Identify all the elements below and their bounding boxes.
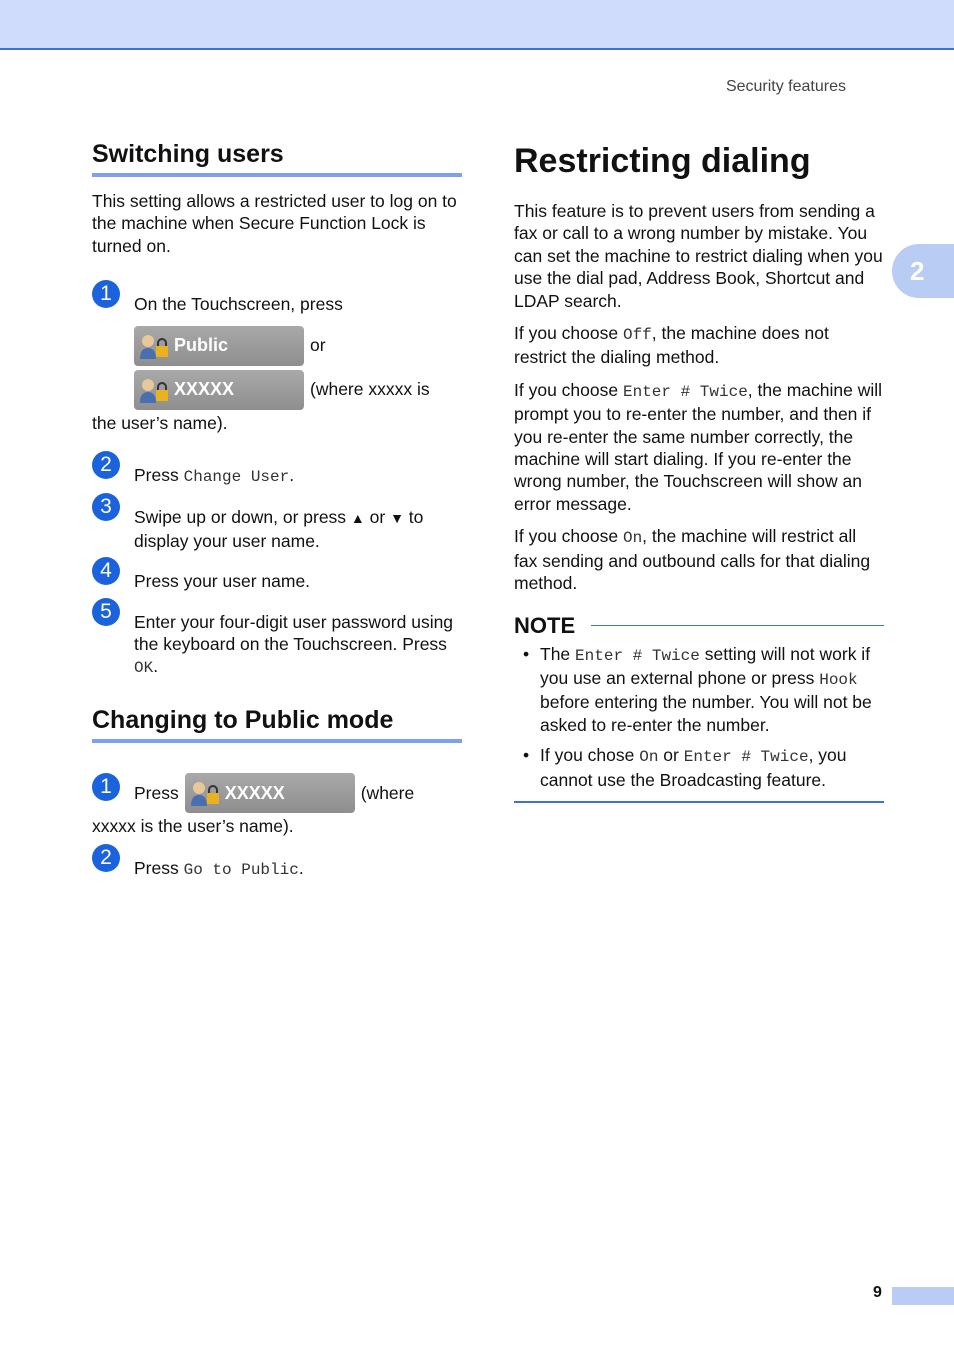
section-title-switching-users: Switching users [92, 140, 462, 177]
page-number: 9 [873, 1284, 882, 1301]
step-1 [92, 282, 462, 434]
step-text: Swipe up or down, or press [134, 507, 351, 528]
step-number: 5 [92, 598, 120, 626]
where-continued: the user’s name). [92, 412, 228, 433]
step-text-end: . [289, 465, 295, 486]
user-button[interactable] [134, 370, 304, 410]
step-text-mid: or [364, 507, 391, 528]
text: , the machine does not restrict the dialing method. [514, 323, 829, 368]
enter-twice-code: Enter # Twice [622, 382, 748, 401]
top-banner [0, 0, 954, 50]
text: , you cannot use the Broadcasting feature. [540, 745, 847, 790]
public-button-label: Public [174, 335, 229, 356]
enter-twice-code: Enter # Twice [575, 646, 700, 665]
right-column [514, 140, 884, 803]
step-number: 2 [92, 451, 120, 479]
text: before entering the number. You will not be asked to re-enter the number. [540, 692, 872, 735]
ok-code: OK [134, 659, 154, 678]
left-column [92, 140, 462, 882]
section-title-public-mode: Changing to Public mode [92, 706, 462, 743]
change-user-code: Change User [183, 468, 290, 487]
step-text-end: to display your user name. [134, 507, 424, 551]
note-end-rule [514, 801, 884, 803]
user-button-label: XXXXX [224, 782, 285, 803]
note-list [514, 643, 884, 791]
up-arrow-icon: ▲ [350, 510, 365, 527]
hook-code: Hook [819, 670, 858, 689]
restricting-off [514, 322, 884, 369]
restricting-on [514, 525, 884, 594]
enter-twice-code: Enter # Twice [683, 748, 809, 767]
text: or [658, 745, 684, 766]
step-4 [92, 559, 462, 592]
step-text: On the Touchscreen, press [134, 294, 343, 315]
step-2 [92, 453, 462, 488]
text: If you choose [514, 526, 623, 547]
step-3 [92, 495, 462, 552]
on-code: On [622, 529, 643, 548]
where-text: (where [360, 782, 415, 803]
public-step-2 [92, 846, 462, 881]
where-continued: xxxxx is the user’s name). [92, 815, 294, 836]
user-button[interactable] [185, 773, 355, 813]
public-step-1 [92, 773, 462, 837]
public-button[interactable] [134, 326, 304, 366]
down-arrow-icon: ▼ [390, 510, 404, 527]
step-text: Press [134, 782, 179, 803]
user-lock-icon [189, 780, 221, 806]
text: If you choose [514, 323, 623, 344]
user-button-label: XXXXX [174, 379, 235, 400]
step-5 [92, 599, 462, 680]
step-text: Press your user name. [134, 571, 311, 592]
user-lock-icon [138, 333, 170, 359]
user-lock-icon [138, 377, 170, 403]
off-code: Off [622, 326, 652, 345]
note-title: NOTE [514, 612, 576, 638]
section-title-restricting-dialing: Restricting dialing [514, 142, 811, 180]
on-code: On [639, 748, 659, 767]
where-text: (where xxxxx is [310, 379, 430, 400]
restricting-intro: This feature is to prevent users from sending a fax or call to a wrong number by mistake. You can set the machine to restrict dialing when you use the dial pad, Address Book, Shortcut and LDAP search. [514, 201, 883, 311]
step-number: 3 [92, 493, 120, 521]
note-item [514, 643, 884, 737]
step-text: Enter your four-digit user password using the keyboard on the Touchscreen. Press [134, 611, 454, 655]
step-text-end: . [298, 858, 304, 879]
text: , the machine will restrict all fax sending and outbound calls for that dialing method. [514, 526, 871, 594]
running-head: Security features [725, 78, 846, 95]
step-text: Press [134, 858, 184, 879]
note-item [514, 744, 884, 791]
chapter-tab: 2 [892, 244, 954, 298]
note-header [514, 613, 884, 639]
step-text: Press [134, 465, 184, 486]
step-number: 2 [92, 844, 120, 872]
text: setting will not work if you use an external phone or press [540, 643, 871, 688]
go-to-public-code: Go to Public [183, 861, 299, 880]
text: If you chose [540, 745, 640, 766]
text: The [540, 643, 576, 664]
page-tab [892, 1287, 954, 1305]
step-number: 1 [92, 280, 120, 308]
text: , the machine will prompt you to re-enter the number, and then if you re-enter the same number correctly, the machine will start dialing. If you re-enter the wrong number, the Touchscreen will show an error message. [514, 379, 883, 514]
or-text: or [310, 335, 326, 356]
step-text-end: . [153, 656, 159, 677]
text: If you choose [514, 379, 623, 400]
step-number: 1 [92, 773, 120, 801]
switching-intro: This setting allows a restricted user to log on to the machine when Secure Function Lock is turned on. [92, 191, 457, 256]
restricting-enter-twice [514, 379, 884, 515]
step-number: 4 [92, 557, 120, 585]
note-rule [591, 625, 884, 626]
